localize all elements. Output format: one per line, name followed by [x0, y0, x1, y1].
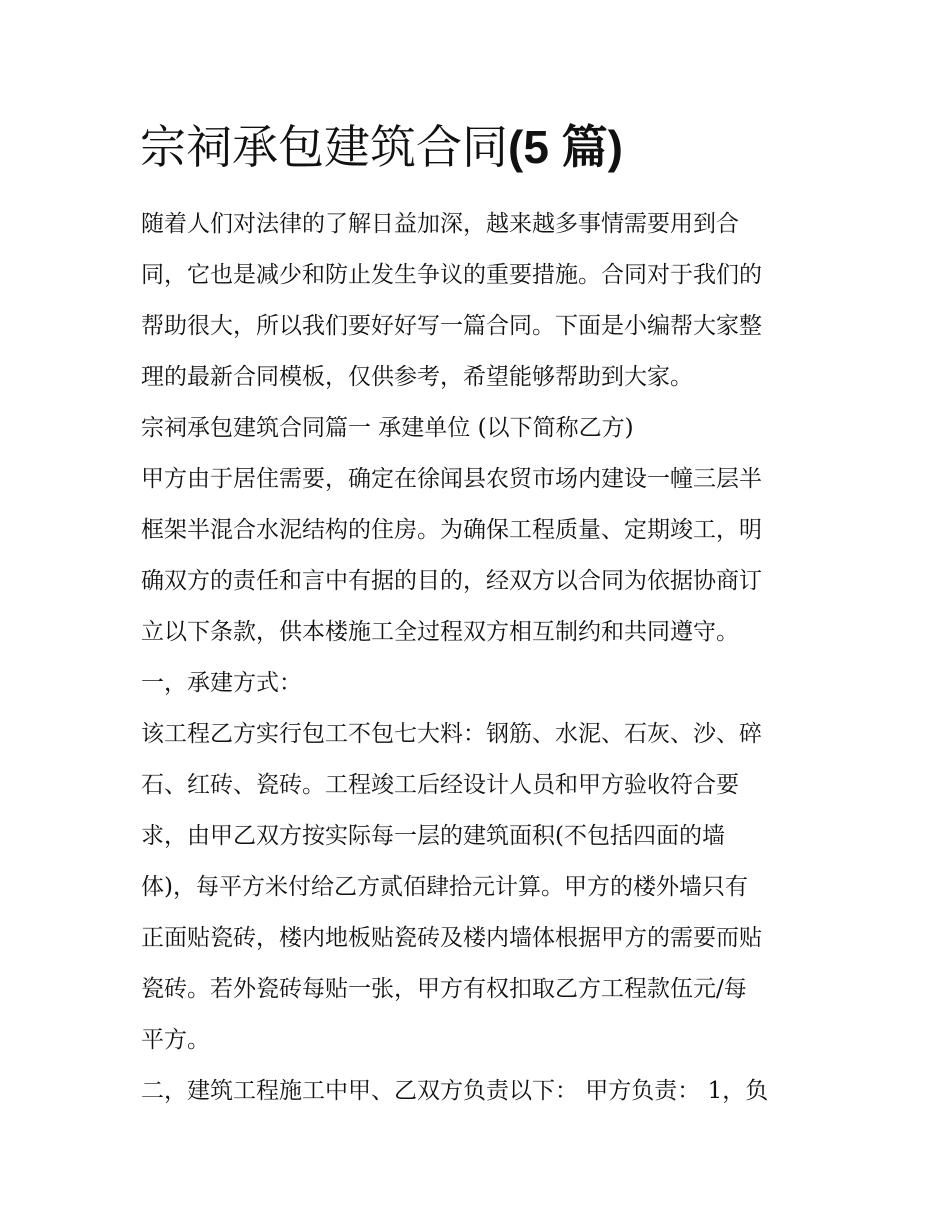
- paragraph-line: 平方。: [141, 1027, 210, 1053]
- paragraph-line: 该工程乙方实行包工不包七大料：钢筋、水泥、石灰、沙、碎: [141, 721, 762, 747]
- title-count-text: (5 篇): [508, 121, 623, 173]
- paragraph-line: 正面贴瓷砖，楼内地板贴瓷砖及楼内墙体根据甲方的需要而贴: [141, 925, 762, 951]
- document-body: [141, 199, 813, 1117]
- paragraph-line: 框架半混合水泥结构的住房。为确保工程质量、定期竣工，明: [141, 517, 762, 543]
- paragraph-line: 帮助很大，所以我们要好好写一篇合同。下面是小编帮大家整: [141, 313, 762, 339]
- clause-heading-line: 二，建筑工程施工中甲、乙双方负责以下： 甲方负责： 1，负: [141, 1078, 769, 1104]
- title-main-text: 宗祠承包建筑合同: [140, 120, 508, 174]
- paragraph-line: 求，由甲乙双方按实际每一层的建筑面积(不包括四面的墙: [141, 823, 725, 849]
- clause-heading-line: 一，承建方式：: [141, 670, 302, 696]
- paragraph-line: 石、红砖、瓷砖。工程竣工后经设计人员和甲方验收符合要: [141, 772, 739, 798]
- section-heading-line: 宗祠承包建筑合同篇一 承建单位 (以下简称乙方): [141, 415, 634, 441]
- paragraph-line: 体)，每平方米付给乙方贰佰肆拾元计算。甲方的楼外墙只有: [141, 874, 748, 900]
- paragraph-line: 确双方的责任和言中有据的目的，经双方以合同为依据协商订: [141, 568, 762, 594]
- document-title: [140, 110, 840, 184]
- paragraph-line: 随着人们对法律的了解日益加深，越来越多事情需要用到合: [141, 211, 739, 237]
- paragraph-line: 甲方由于居住需要，确定在徐闻县农贸市场内建设一幢三层半: [141, 466, 762, 492]
- paragraph-line: 理的最新合同模板，仅供参考，希望能够帮助到大家。: [141, 364, 693, 390]
- paragraph-line: 同，它也是减少和防止发生争议的重要措施。合同对于我们的: [141, 262, 762, 288]
- paragraph-line: 瓷砖。若外瓷砖每贴一张，甲方有权扣取乙方工程款伍元/每: [141, 976, 747, 1002]
- paragraph-line: 立以下条款，供本楼施工全过程双方相互制约和共同遵守。: [141, 619, 739, 645]
